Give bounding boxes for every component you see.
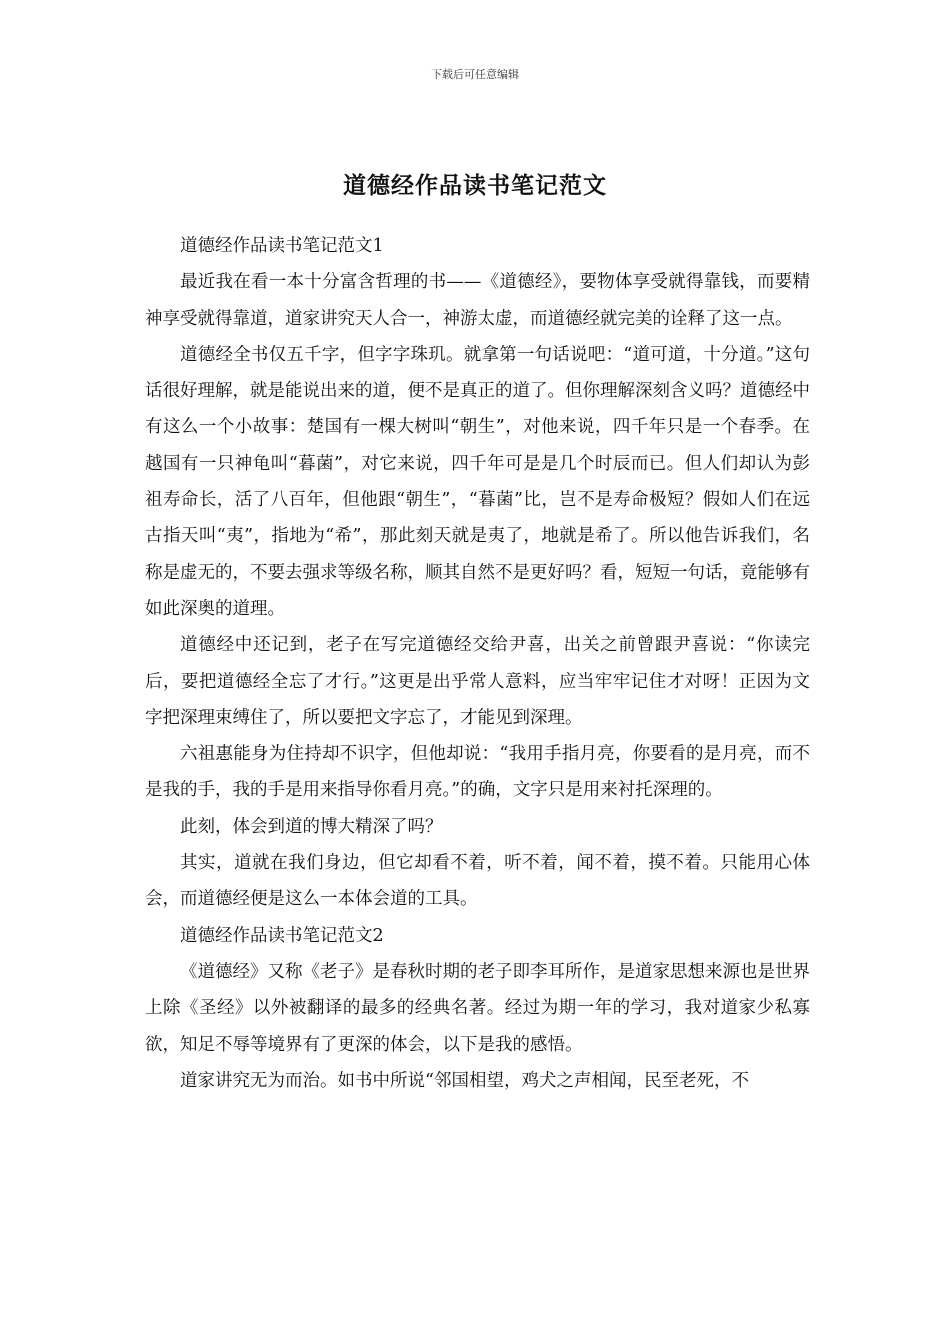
paragraph: 道德经中还记到，老子在写完道德经交给尹喜，出关之前曾跟尹喜说：“你读完后，要把道德经全忘了才行。”这更是出乎常人意料，应当牢牢记住才对呀！正因为文字把深理束缚住了，所以要把文字忘了，才能见到深理。 [145,635,810,728]
paragraph: 其实，道就在我们身边，但它却看不着，听不着，闻不着，摸不着。只能用心体会，而道德经便是这么一本体会道的工具。 [145,853,810,910]
document-title: 道德经作品读书笔记范文 [343,172,607,200]
header-note: 下载后可任意编辑 [431,68,519,81]
document-body [145,228,810,1099]
paragraph: 此刻，体会到道的博大精深了吗？ [180,816,443,837]
paragraph: 《道德经》又称《老子》是春秋时期的老子即李耳所作，是道家思想来源也是世界上除《圣经》以外被翻译的最多的经典名著。经过为期一年的学习，我对道家少私寡欲，知足不辱等境界有了更深的体会，以下是我的感悟。 [145,961,810,1055]
paragraph: 道德经全书仅五千字，但字字珠玑。就拿第一句话说吧：“道可道，十分道。”这句话很好理解，就是能说出来的道，便不是真正的道了。但你理解深刻含义吗？道德经中有这么一个小故事：楚国有一棵大树叫“朝生”，对他来说，四千年只是一个春季。在越国有一只神龟叫“暮菌”，对它来说，四千年可是是几个时辰而已。但人们却认为彭祖寿命长，活了八百年，但他跟“朝生”，“暮菌”比，岂不是寿命极短？假如人们在远古指天叫“夷”，指地为“希”，那此刻天就是夷了，地就是希了。所以他告诉我们，名称是虚无的，不要去强求等级名称，顺其自然不是更好吗？看，短短一句话，竟能够有如此深奥的道理。 [145,344,810,619]
paragraph: 六祖惠能身为住持却不识字，但他却说：“我用手指月亮，你要看的是月亮，而不是我的手，我的手是用来指导你看月亮。”的确，文字只是用来衬托深理的。 [145,744,810,801]
paragraph: 道家讲究无为而治。如书中所说“邻国相望，鸡犬之声相闻，民至老死，不 [180,1070,749,1091]
section-heading-1: 道德经作品读书笔记范文1 [180,236,384,256]
section-heading-2: 道德经作品读书笔记范文2 [180,925,384,946]
paragraph: 最近我在看一本十分富含哲理的书——《道德经》，要物体享受就得靠钱，而要精神享受就得靠道，道家讲究天人合一，神游太虚，而道德经就完美的诠释了这一点。 [145,272,810,329]
